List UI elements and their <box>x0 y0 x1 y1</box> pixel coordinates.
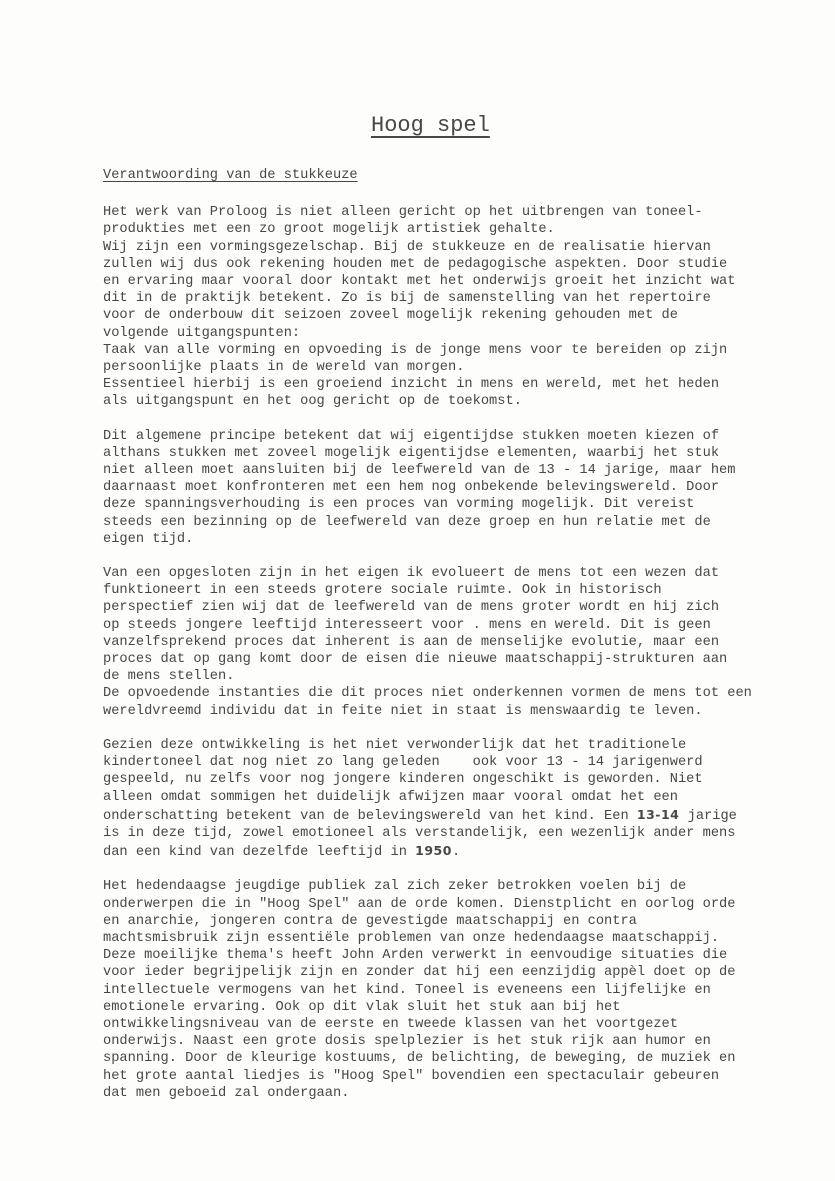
text-line: dat men geboeid zal ondergaan. <box>103 1085 350 1101</box>
text-line: op steeds jongere leeftijd interesseert voor . mens en wereld. Dit is geen <box>103 617 711 633</box>
text-line: wereldvreemd individu dat in feite niet in staat is menswaardig te leven. <box>103 703 703 719</box>
text-line: Het hedendaagse jeugdige publiek zal zich zeker betrokken voelen bij de <box>103 879 687 895</box>
text-line: kindertoneel dat nog niet zo lang geleden ook voor 13 - 14 jarigenwerd <box>103 755 703 771</box>
text-line: onderwijs. Naast een grote dosis spelplezier is het stuk rijk aan humor en <box>103 1034 711 1050</box>
text-line: Gezien deze ontwikkeling is het niet verwonderlijk dat het traditionele <box>103 737 687 753</box>
paragraph-2 <box>103 428 747 548</box>
text-line: dit in de praktijk betekent. Zo is bij de samenstelling van het repertoire <box>103 291 711 307</box>
text-line: Wij zijn een vormingsgezelschap. Bij de stukkeuze en de realisatie hiervan <box>103 239 711 255</box>
text-line: het grote aantal liedjes is "Hoog Spel" bovendien een spectaculair gebeuren <box>103 1068 720 1084</box>
paragraph-3 <box>103 565 752 720</box>
text-line: vanzelfsprekend proces dat inherent is aan de menselijke evolutie, maar een <box>103 634 720 650</box>
text-line: deze spanningsverhouding is een proces van vorming mogelijk. Dit vereist <box>103 497 695 513</box>
text-line: en anarchie, jongeren contra de gevestigde maatschappij en contra <box>103 913 637 929</box>
text-line: emotionele ervaring. Ook op dit vlak sluit het stuk aan bij het <box>103 999 621 1015</box>
text-line: Dit algemene principe betekent dat wij eigentijdse stukken moeten kiezen of <box>103 428 720 444</box>
title-row <box>103 113 747 139</box>
text-line: is in deze tijd, zowel emotioneel als verstandelijk, een wezenlijk ander mens <box>103 825 736 841</box>
document-body <box>103 204 752 1102</box>
text-line: als uitgangspunt en het oog gericht op de toekomst. <box>103 394 522 410</box>
text-line: onderwerpen die in "Hoog Spel" aan de orde komen. Dienstplicht en oorlog orde <box>103 896 736 912</box>
text-line: daarnaast moet konfronteren met een hem nog onbekende belevingswereld. Door <box>103 480 720 496</box>
text-line: spanning. Door de kleurige kostuums, de belichting, de beweging, de muziek en <box>103 1051 736 1067</box>
text-line: proces dat op gang komt door de eisen die nieuwe maatschappij-strukturen aan <box>103 652 728 668</box>
paragraph-1 <box>103 204 747 410</box>
text-line: dan een kind van dezelfde leeftijd in 1950. <box>103 843 461 861</box>
text-line: en ervaring maar vooral door kontakt met het onderwijs groeit het inzicht wat <box>103 274 736 290</box>
text-line: produkties met een zo groot mogelijk artistiek gehalte. <box>103 222 555 238</box>
text-line: alleen omdat sommigen het duidelijk afwijzen maar vooral omdat het een <box>103 789 678 805</box>
text-line: steeds een bezinning op de leefwereld van deze groep en hun relatie met de <box>103 514 711 530</box>
text-line: Essentieel hierbij is een groeiend inzicht in mens en wereld, met het heden <box>103 377 720 393</box>
section-heading: Verantwoording van de stukkeuze <box>103 168 358 183</box>
text-line: Het werk van Proloog is niet alleen gericht op het uitbrengen van toneel- <box>103 205 703 221</box>
text-line: niet alleen moet aansluiten bij de leefwereld van de 13 - 14 jarige, maar hem <box>103 463 736 479</box>
heading-row <box>103 139 747 184</box>
text-line: volgende uitgangspunten: <box>103 325 301 341</box>
text-line: intellectuele vermogens van het kind. Toneel is eveneens een lijfelijke en <box>103 982 711 998</box>
paragraph-5 <box>103 878 747 1102</box>
text-line: zullen wij dus ook rekening houden met de pedagogische aspekten. Door studie <box>103 256 728 272</box>
text-line: eigen tijd. <box>103 531 194 547</box>
text-line: Deze moeilijke thema's heeft John Arden verwerkt in eenvoudige situaties die <box>103 948 728 964</box>
text-line: persoonlijke plaats in de wereld van morgen. <box>103 360 465 376</box>
text-line: de mens stellen. <box>103 669 235 685</box>
text-line: voor ieder begrijpelijk zijn en zonder dat hij een eenzijdig appèl doet op de <box>103 965 736 981</box>
text-line: ontwikkelingsniveau van de eerste en tweede klassen van het voortgezet <box>103 1016 678 1032</box>
text-line: funktioneert in een steeds grotere sociale ruimte. Ook in historisch <box>103 583 662 599</box>
paragraph-4 <box>103 737 747 861</box>
text-line: althans stukken met zoveel mogelijk eigentijdse elementen, waarbij het stuk <box>103 445 720 461</box>
text-line: machtsmisbruik zijn essentiële problemen van onze hedendaagse maatschappij. <box>103 930 720 946</box>
text-line: Taak van alle vorming en opvoeding is de jonge mens voor te bereiden op zijn <box>103 342 728 358</box>
text-line: perspectief zien wij dat de leefwereld van de mens groter wordt en hij zich <box>103 600 720 616</box>
text-line: gespeeld, nu zelfs voor nog jongere kinderen ongeschikt is geworden. Niet <box>103 772 703 788</box>
text-line: De opvoedende instanties die dit proces niet onderkennen vormen de mens tot een <box>103 686 752 702</box>
text-line: voor de onderbouw dit seizoen zoveel mogelijk rekening gehouden met de <box>103 308 678 324</box>
text-line: onderschatting betekent van de belevingswereld van het kind. Een 13-14 jarige <box>103 806 737 824</box>
document-title: Hoog spel <box>371 113 490 138</box>
text-line: Van een opgesloten zijn in het eigen ik evolueert de mens tot een wezen dat <box>103 566 720 582</box>
